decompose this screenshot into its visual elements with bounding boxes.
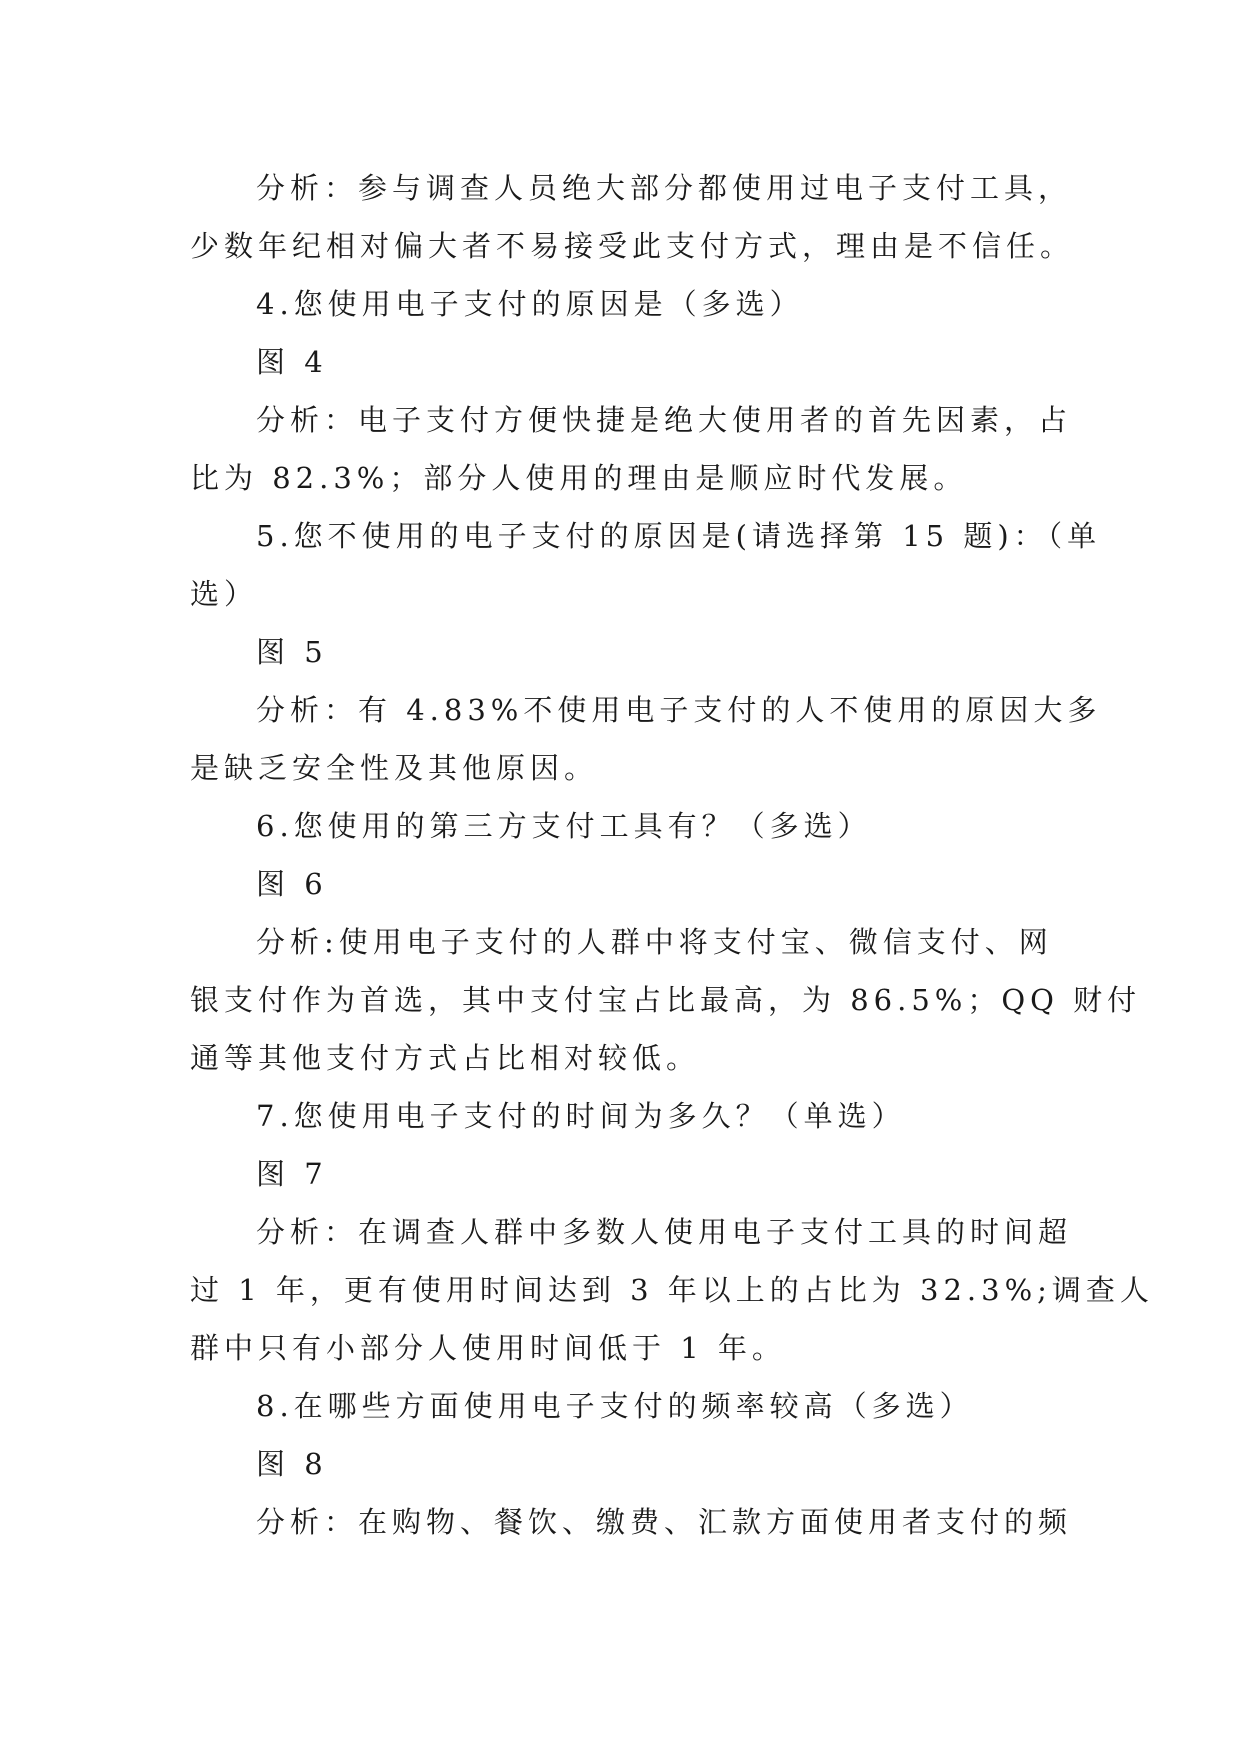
question-heading: 选） xyxy=(190,577,259,611)
paragraph-line: 分析：有 4.83%不使用电子支付的人不使用的原因大多 xyxy=(256,693,1102,727)
paragraph-line: 分析：在调查人群中多数人使用电子支付工具的时间超 xyxy=(256,1215,1073,1249)
paragraph-line: 少数年纪相对偏大者不易接受此支付方式，理由是不信任。 xyxy=(190,229,1075,263)
paragraph-line: 分析：在购物、餐饮、缴费、汇款方面使用者支付的频 xyxy=(256,1505,1073,1539)
question-heading: 5.您不使用的电子支付的原因是(请选择第 15 题)：（单 xyxy=(256,519,1102,553)
paragraph-line: 分析：电子支付方便快捷是绝大使用者的首先因素，占 xyxy=(256,403,1073,437)
question-heading: 8.在哪些方面使用电子支付的频率较高（多选） xyxy=(256,1389,974,1423)
question-heading: 7.您使用电子支付的时间为多久？（单选） xyxy=(256,1099,906,1133)
figure-label: 图 5 xyxy=(256,635,328,669)
figure-label: 图 6 xyxy=(256,867,328,901)
figure-label: 图 8 xyxy=(256,1447,328,1481)
paragraph-line: 比为 82.3%；部分人使用的理由是顺应时代发展。 xyxy=(190,461,968,495)
paragraph-line: 群中只有小部分人使用时间低于 1 年。 xyxy=(190,1331,786,1365)
paragraph-line: 分析:使用电子支付的人群中将支付宝、微信支付、网 xyxy=(256,925,1053,959)
figure-label: 图 4 xyxy=(256,345,328,379)
paragraph-line: 是缺乏安全性及其他原因。 xyxy=(190,751,599,785)
paragraph-line: 银支付作为首选，其中支付宝占比最高，为 86.5%；QQ 财付 xyxy=(190,983,1142,1017)
paragraph-line: 过 1 年，更有使用时间达到 3 年以上的占比为 32.3%;调查人 xyxy=(190,1273,1154,1307)
figure-label: 图 7 xyxy=(256,1157,328,1191)
question-heading: 6.您使用的第三方支付工具有？（多选） xyxy=(256,809,872,843)
paragraph-line: 通等其他支付方式占比相对较低。 xyxy=(190,1041,701,1075)
question-heading: 4.您使用电子支付的原因是（多选） xyxy=(256,287,804,321)
paragraph-line: 分析：参与调查人员绝大部分都使用过电子支付工具， xyxy=(256,171,1073,205)
